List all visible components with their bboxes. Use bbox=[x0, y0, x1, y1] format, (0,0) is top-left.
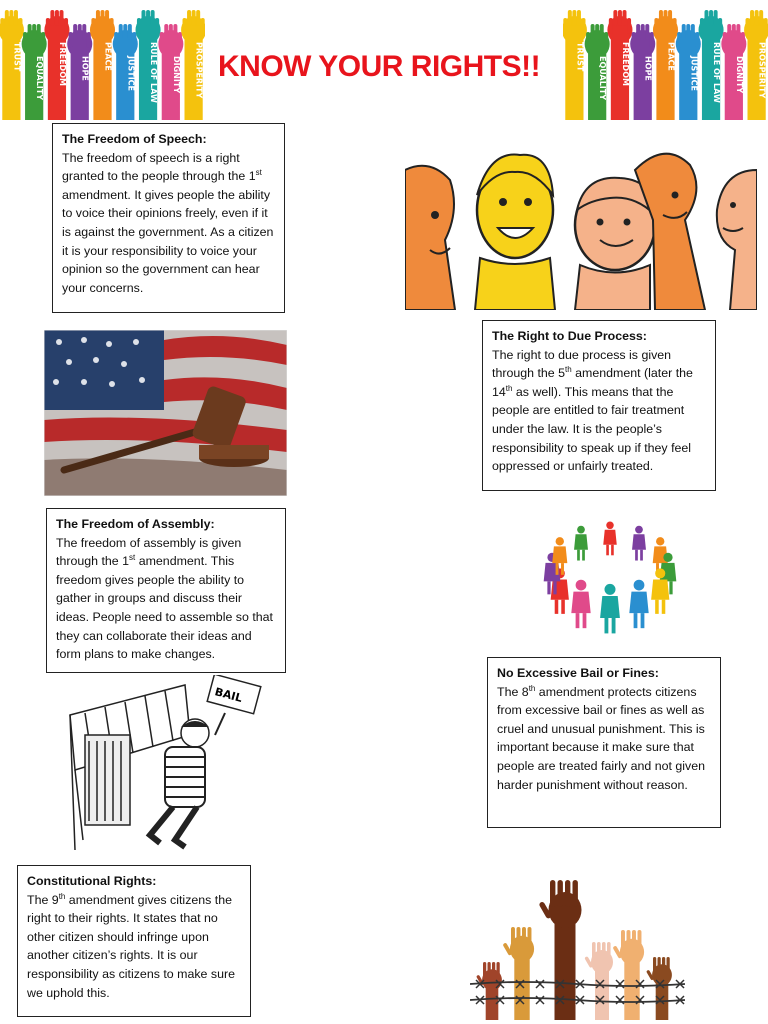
banner-hand bbox=[22, 24, 47, 120]
hands-barbed-wire-illustration bbox=[470, 872, 685, 1020]
excessive-bail-box bbox=[487, 657, 721, 828]
banner-hand bbox=[90, 10, 115, 120]
banner-word: HOPE bbox=[80, 56, 90, 81]
banner-word: EQUALITY bbox=[35, 56, 45, 101]
banner-word: PROSPERITY bbox=[194, 42, 204, 99]
page-title: KNOW YOUR RIGHTS!! bbox=[218, 50, 541, 83]
due-process-heading: The Right to Due Process: bbox=[492, 329, 647, 343]
prisoner-escape-illustration bbox=[65, 675, 265, 850]
banner-word: RULE OF LAW bbox=[149, 42, 159, 103]
banner-hand bbox=[44, 10, 69, 120]
banner-hand bbox=[676, 24, 701, 120]
gavel-flag-photo bbox=[44, 330, 287, 496]
banner-word: FREEDOM bbox=[620, 42, 630, 86]
banner-word: DIGNITY bbox=[171, 56, 181, 94]
hands-banner-left bbox=[0, 0, 205, 120]
circle-person bbox=[629, 580, 648, 628]
raised-hand bbox=[584, 942, 613, 1020]
raised-hand bbox=[612, 930, 644, 1020]
excessive-bail-heading: No Excessive Bail or Fines: bbox=[497, 666, 659, 680]
freedom-of-speech-text: The freedom of speech is a right granted to the people through the 1st amendment. It gives people the ability to voice their opinions freely, even if it is against the government. As a citizen it is your responsibility to voice your opinion so the government can hear your concerns. bbox=[62, 150, 274, 295]
circle-person bbox=[632, 526, 646, 561]
banner-hand bbox=[607, 10, 632, 120]
circle-person bbox=[603, 522, 617, 556]
freedom-of-assembly-box bbox=[46, 508, 286, 673]
freedom-of-assembly-heading: The Freedom of Assembly: bbox=[56, 517, 215, 531]
raised-hand bbox=[646, 957, 672, 1020]
banner-hand bbox=[721, 24, 746, 120]
banner-word: PEACE bbox=[666, 42, 676, 71]
banner-hand bbox=[158, 24, 183, 120]
freedom-of-speech-box bbox=[52, 123, 285, 313]
banner-word: PEACE bbox=[103, 42, 113, 71]
freedom-of-speech-heading: The Freedom of Speech: bbox=[62, 132, 207, 146]
banner-word: JUSTICE bbox=[689, 56, 699, 92]
banner-word: TRUST bbox=[575, 42, 585, 72]
banner-hand bbox=[744, 10, 768, 120]
banner-hand bbox=[67, 24, 92, 120]
banner-word: JUSTICE bbox=[126, 56, 136, 92]
banner-hand bbox=[585, 24, 610, 120]
banner-word: DIGNITY bbox=[734, 56, 744, 94]
banner-hand bbox=[563, 10, 587, 120]
barbed-wire bbox=[470, 980, 685, 988]
constitutional-rights-text: The 9th amendment gives citizens the right to their rights. It states that no other citizen should infringe upon another citizen’s rights. It is our responsibility as citizens to make sure we uphold this. bbox=[27, 891, 235, 1000]
banner-hand bbox=[630, 24, 655, 120]
circle-person bbox=[600, 584, 620, 634]
freedom-of-assembly-text: The freedom of assembly is given through the 1st amendment. This freedom gives people the ability to gather in groups and discuss their ideas. People need to assemble so that they can collaborate their ideas and form plans to make changes. bbox=[56, 535, 273, 662]
banner-hand bbox=[113, 24, 138, 120]
due-process-text: The right to due process is given through the 5th amendment (later the 14th as well). This means that the people are entitled to fair treatment under the law. It is the people’s responsibility to speak up if they feel oppressed or unfairly treated. bbox=[492, 347, 693, 474]
constitutional-rights-heading: Constitutional Rights: bbox=[27, 874, 157, 888]
excessive-bail-text: The 8th amendment protects citizens from excessive bail or fines as well as cruel and unusual punishment. This is important because it make sure that people are treated fairly and not given harder punishment without reason. bbox=[497, 683, 706, 792]
banner-hand bbox=[0, 10, 24, 120]
banner-word: PROSPERITY bbox=[757, 42, 767, 99]
due-process-box bbox=[482, 320, 716, 491]
talking-people-illustration bbox=[405, 140, 757, 310]
banner-hand bbox=[181, 10, 205, 120]
raised-hand bbox=[476, 962, 502, 1020]
constitutional-rights-box bbox=[17, 865, 251, 1017]
circle-person bbox=[574, 526, 588, 561]
banner-word: HOPE bbox=[643, 56, 653, 81]
banner-word: RULE OF LAW bbox=[712, 42, 722, 103]
hands-banner-right bbox=[563, 0, 768, 120]
banner-hand bbox=[699, 10, 724, 120]
banner-word: EQUALITY bbox=[598, 56, 608, 101]
banner-hand bbox=[136, 10, 161, 120]
banner-word: TRUST bbox=[12, 42, 22, 72]
banner-word: FREEDOM bbox=[57, 42, 67, 86]
barbed-wire bbox=[470, 996, 685, 1004]
raised-hand bbox=[502, 927, 534, 1020]
people-circle-illustration bbox=[535, 512, 685, 642]
circle-person bbox=[571, 580, 590, 628]
bail-sign-text: BAIL bbox=[213, 685, 244, 706]
banner-hand bbox=[653, 10, 678, 120]
